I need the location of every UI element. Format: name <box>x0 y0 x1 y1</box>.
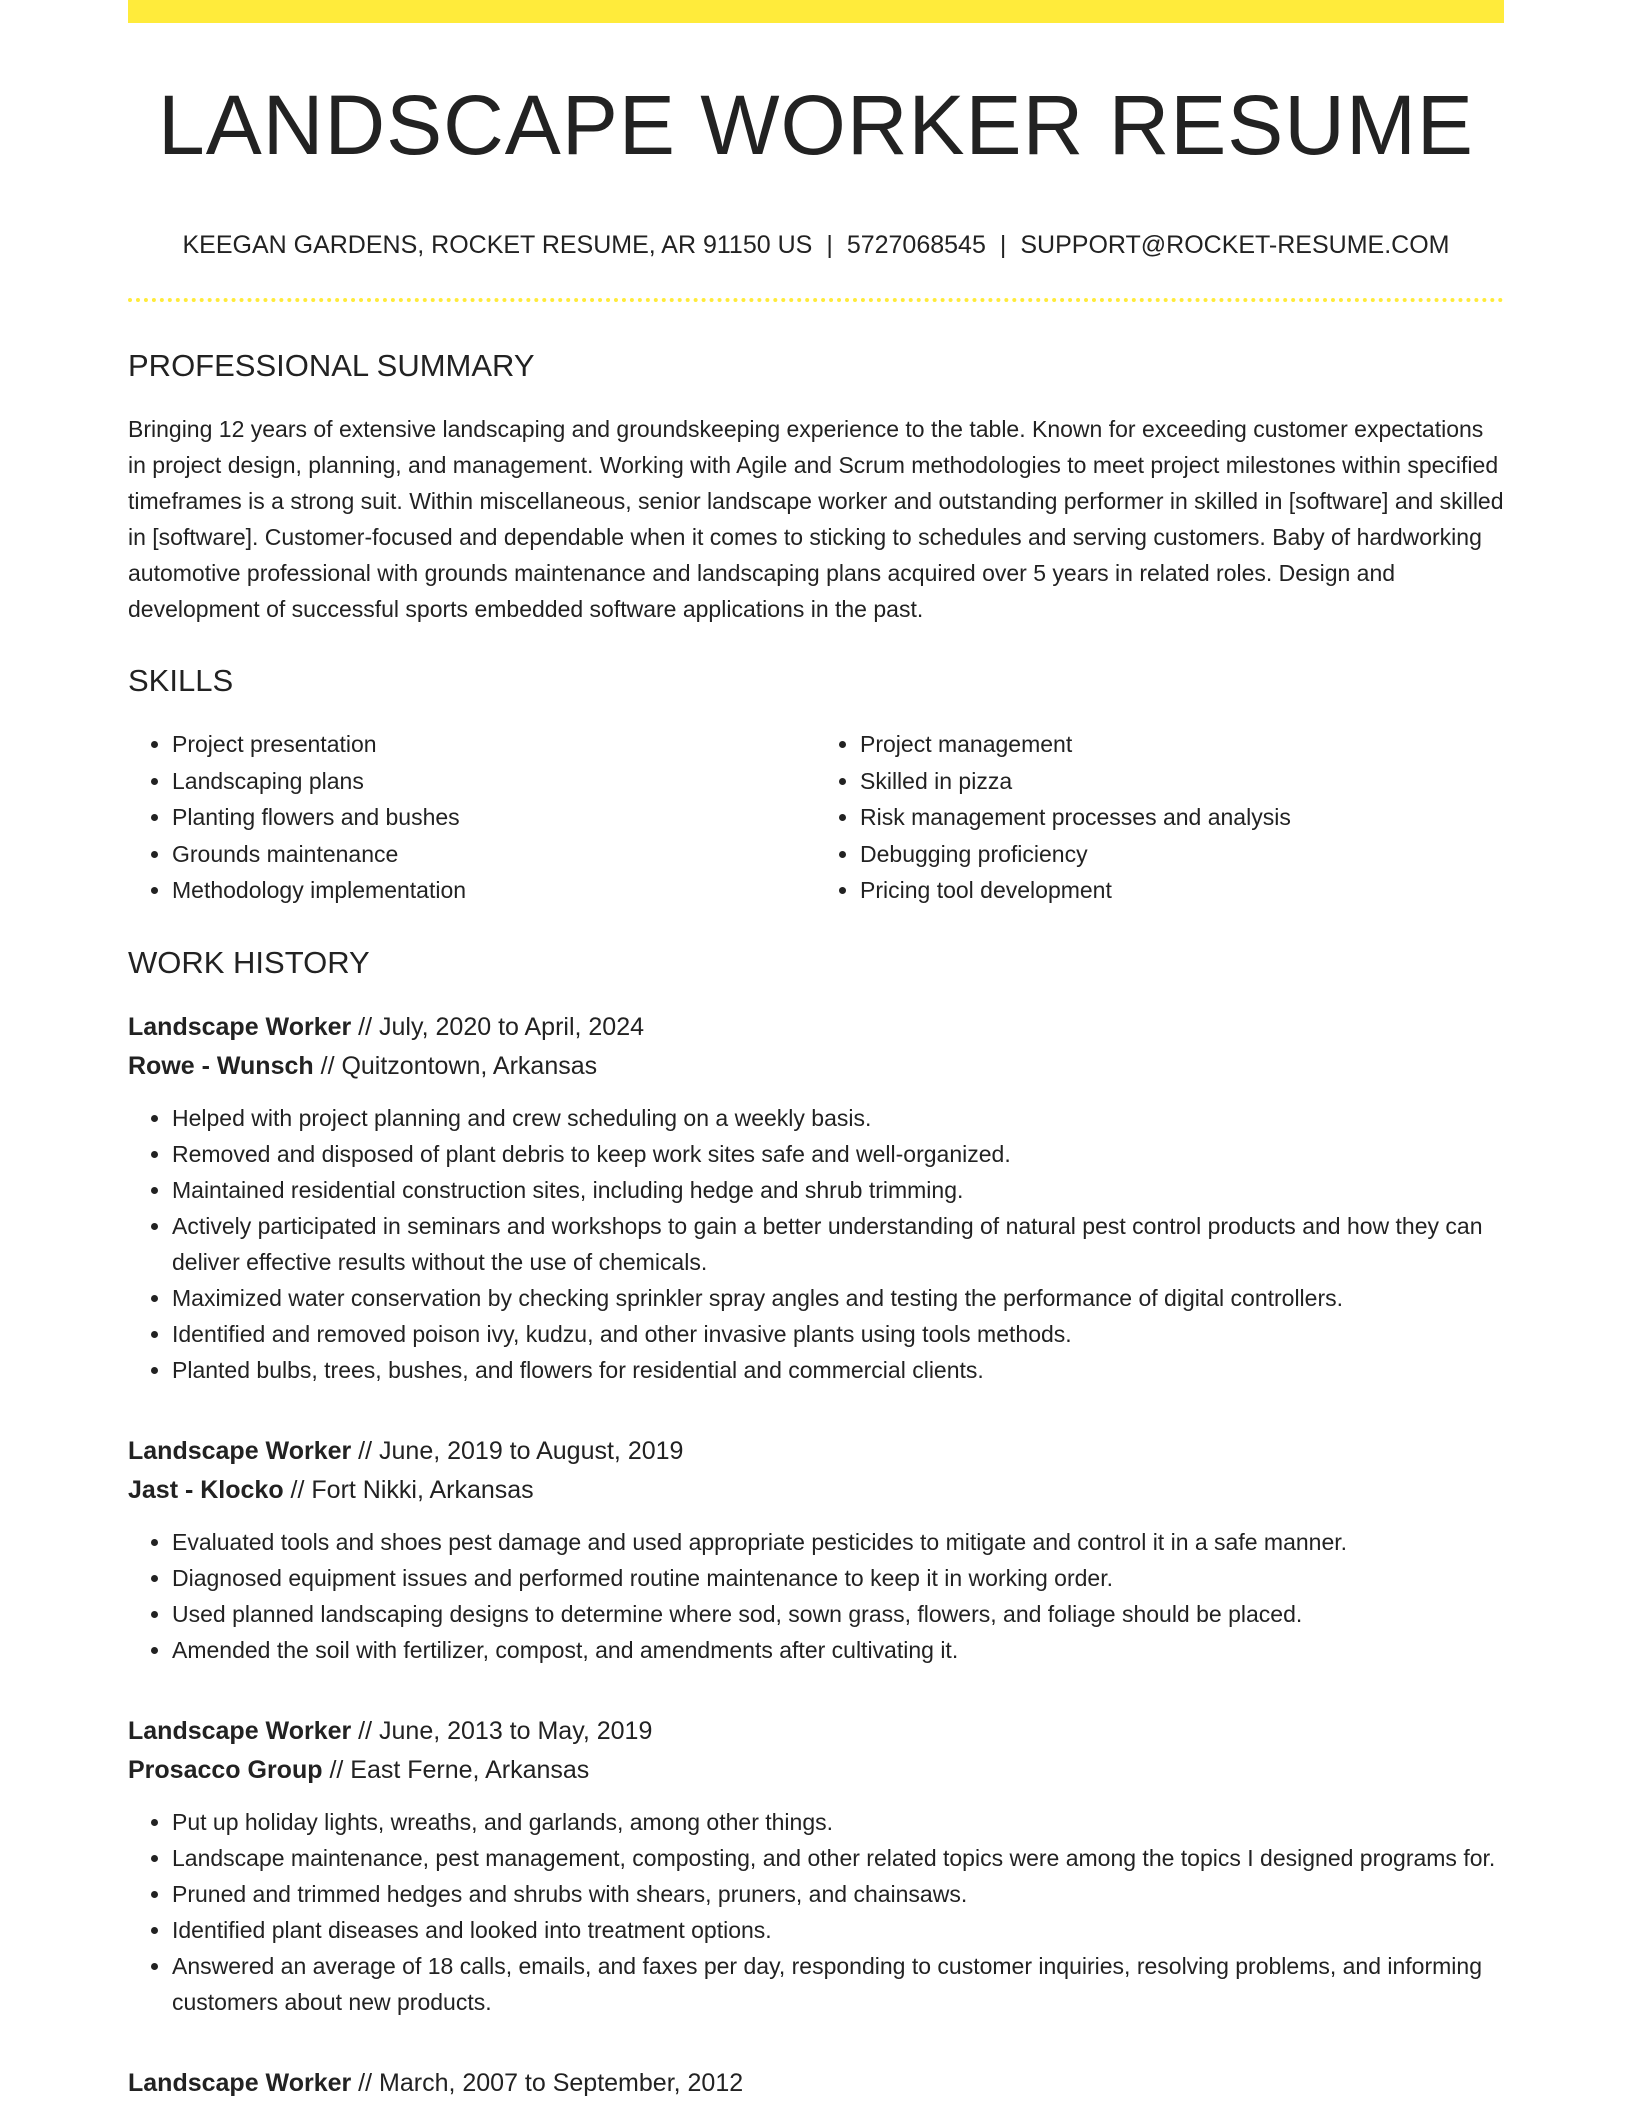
duty-item: • Pruned and trimmed hedges and shrubs with shears, pruners, and chainsaws. <box>172 1876 1504 1912</box>
duty-item: • Put up holiday lights, wreaths, and garlands, among other things. <box>172 1804 1504 1840</box>
job-dates: // July, 2020 to April, 2024 <box>351 1012 645 1041</box>
job-location: // Fort Nikki, Arkansas <box>283 1475 534 1504</box>
skill-item: • Project presentation <box>172 726 816 763</box>
duty-item: • Identified and removed poison ivy, kudzu, and other invasive plants using tools methods. <box>172 1316 1504 1352</box>
skill-item: • Pricing tool development <box>860 872 1504 909</box>
job-entry <box>128 1432 1504 1668</box>
contact-line <box>128 233 1504 258</box>
job-title-line <box>128 1008 1504 1047</box>
job-company: Prosacco Group <box>128 1755 323 1784</box>
job-dates: // June, 2013 to May, 2019 <box>351 1716 653 1745</box>
top-accent-bar <box>128 0 1504 23</box>
skills-column-left <box>128 726 816 909</box>
summary-text: Bringing 12 years of extensive landscaping and groundskeeping experience to the table. Known for exceeding customer expectations in project design, planning, and management. Working with Agile and Scrum methodologies to meet project milestones within specified timeframes is a strong suit. Within miscellaneous, senior landscape worker and outstanding performer in skilled in [software] and skilled in [software]. Customer-focused and dependable when it comes to sticking to schedules and serving customers. Baby of hardworking automotive professional with grounds maintenance and landscaping plans acquired over 5 years in related roles. Design and development of successful sports embedded software applications in the past. <box>128 416 1504 622</box>
duty-item: • Maximized water conservation by checking sprinkler spray angles and testing the performance of digital controllers. <box>172 1280 1504 1316</box>
skill-item: • Grounds maintenance <box>172 836 816 873</box>
summary-heading: PROFESSIONAL SUMMARY <box>128 348 535 383</box>
job-dates: // June, 2019 to August, 2019 <box>351 1436 684 1465</box>
duty-item: • Planted bulbs, trees, bushes, and flowers for residential and commercial clients. <box>172 1352 1504 1388</box>
job-dates: // March, 2007 to September, 2012 <box>351 2068 744 2097</box>
skill-item: • Project management <box>860 726 1504 763</box>
job-company-line <box>128 1751 1504 1790</box>
page-title: LANDSCAPE WORKER RESUME <box>158 78 1474 172</box>
skill-item: • Skilled in pizza <box>860 763 1504 800</box>
duty-item: • Helped with project planning and crew scheduling on a weekly basis. <box>172 1100 1504 1136</box>
skill-item: • Landscaping plans <box>172 763 816 800</box>
contact-address: KEEGAN GARDENS, ROCKET RESUME, AR 91150 US <box>182 231 813 259</box>
duty-item: • Amended the soil with fertilizer, compost, and amendments after cultivating it. <box>172 1632 1504 1668</box>
job-title: Landscape Worker <box>128 1716 352 1745</box>
job-company: Jast - Klocko <box>128 1475 284 1504</box>
skills-heading: SKILLS <box>128 663 234 698</box>
duty-item: • Landscape maintenance, pest management, composting, and other related topics were among the topics I designed programs for. <box>172 1840 1504 1876</box>
skill-item: • Planting flowers and bushes <box>172 799 816 836</box>
job-entry <box>128 2064 1504 2103</box>
skill-item: • Methodology implementation <box>172 872 816 909</box>
skill-item: • Risk management processes and analysis <box>860 799 1504 836</box>
job-title-line <box>128 1712 1504 1751</box>
job-location: // Quitzontown, Arkansas <box>313 1051 598 1080</box>
job-company-line <box>128 1047 1504 1086</box>
job-title: Landscape Worker <box>128 1012 352 1041</box>
contact-separator: | <box>999 231 1007 259</box>
job-title-line <box>128 2064 1504 2103</box>
header-divider <box>128 298 1504 302</box>
contact-email: SUPPORT@ROCKET-RESUME.COM <box>1020 231 1450 259</box>
job-title: Landscape Worker <box>128 2068 352 2097</box>
skill-item: • Debugging proficiency <box>860 836 1504 873</box>
job-entry <box>128 1712 1504 2020</box>
job-company: Rowe - Wunsch <box>128 1051 314 1080</box>
job-duties <box>128 1804 1504 2020</box>
job-company-line <box>128 1471 1504 1510</box>
resume-page <box>128 0 1504 2103</box>
contact-separator: | <box>826 231 833 259</box>
job-title: Landscape Worker <box>128 1436 352 1465</box>
duty-item: • Removed and disposed of plant debris to keep work sites safe and well-organized. <box>172 1136 1504 1172</box>
duty-item: • Used planned landscaping designs to determine where sod, sown grass, flowers, and foliage should be placed. <box>172 1596 1504 1632</box>
skills-column-right <box>816 726 1504 909</box>
work-history-heading: WORK HISTORY <box>128 944 370 980</box>
duty-item: • Identified plant diseases and looked into treatment options. <box>172 1912 1504 1948</box>
duty-item: • Diagnosed equipment issues and performed routine maintenance to keep it in working order. <box>172 1560 1504 1596</box>
duty-item: • Answered an average of 18 calls, emails, and faxes per day, responding to customer inquiries, resolving problems, and informing customers about new products. <box>172 1948 1504 2020</box>
duty-item: • Maintained residential construction sites, including hedge and shrub trimming. <box>172 1172 1504 1208</box>
contact-phone: 5727068545 <box>846 231 986 259</box>
duty-item: • Evaluated tools and shoes pest damage and used appropriate pesticides to mitigate and control it in a safe manner. <box>172 1524 1504 1560</box>
job-duties <box>128 1100 1504 1388</box>
duty-item: • Actively participated in seminars and workshops to gain a better understanding of natural pest control products and how they can deliver effective results without the use of chemicals. <box>172 1208 1504 1280</box>
job-title-line <box>128 1432 1504 1471</box>
skills-list <box>128 726 1504 909</box>
job-duties <box>128 1524 1504 1668</box>
job-entry <box>128 1008 1504 1388</box>
job-location: // East Ferne, Arkansas <box>322 1755 590 1784</box>
